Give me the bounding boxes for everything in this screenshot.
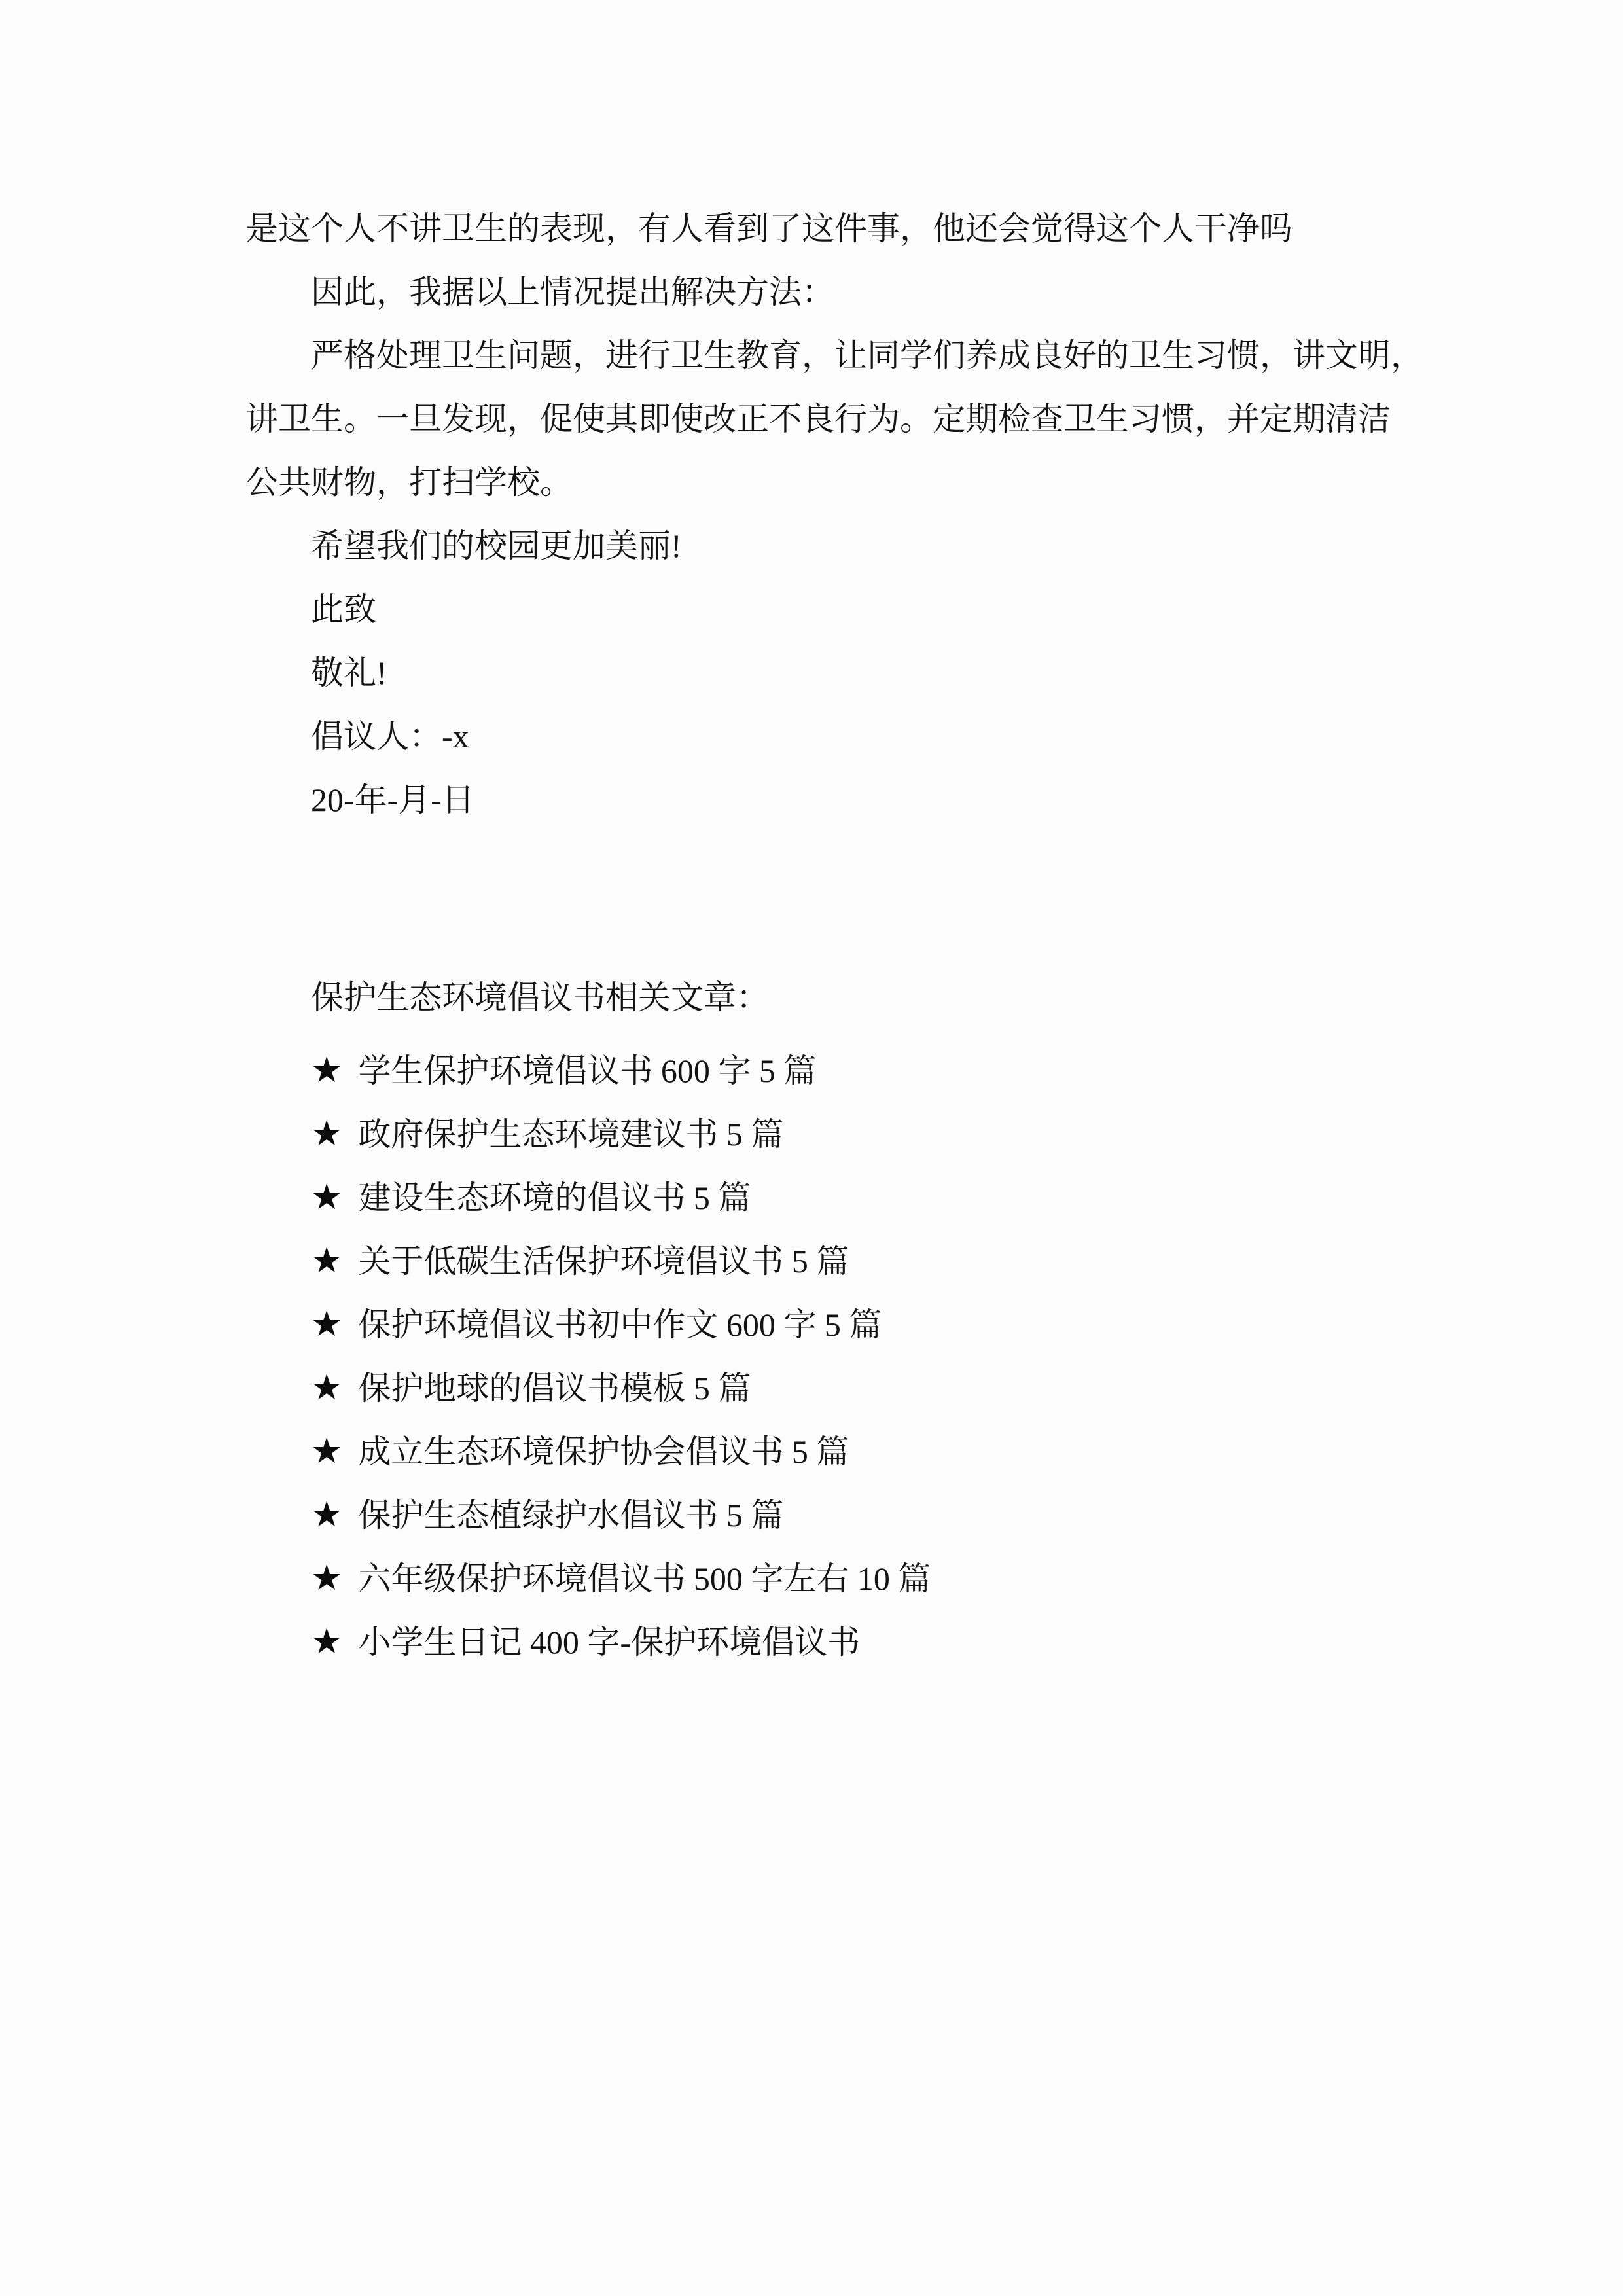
document-text	[245, 197, 1423, 1673]
related-article-item	[311, 1038, 1423, 1102]
related-articles-list	[245, 1038, 1423, 1673]
body-line: 敬礼!	[311, 655, 387, 691]
star-bullet-icon: ★	[311, 1176, 343, 1217]
related-article-title: 保护生态植绿护水倡议书 5 篇	[358, 1497, 784, 1534]
related-article-item	[311, 1482, 1423, 1546]
related-article-title: 成立生态环境保护协会倡议书 5 篇	[358, 1433, 849, 1470]
related-article-title: 学生保护环境倡议书 600 字 5 篇	[358, 1052, 817, 1089]
body-line: 严格处理卫生问题，进行卫生教育，让同学们养成良好的卫生习惯，讲文明，	[311, 337, 1423, 374]
related-article-item	[311, 1355, 1423, 1419]
body-line: 20-年-月-日	[311, 781, 474, 818]
related-article-title: 关于低碳生活保护环境倡议书 5 篇	[358, 1243, 849, 1280]
star-bullet-icon: ★	[311, 1049, 343, 1090]
related-article-title: 保护环境倡议书初中作文 600 字 5 篇	[358, 1306, 882, 1343]
section-gap	[245, 832, 1423, 966]
related-article-title: 保护地球的倡议书模板 5 篇	[358, 1370, 751, 1407]
star-bullet-icon: ★	[311, 1113, 343, 1154]
related-article-item	[311, 1419, 1423, 1482]
star-bullet-icon: ★	[311, 1621, 343, 1662]
star-bullet-icon: ★	[311, 1367, 343, 1408]
related-article-item	[311, 1229, 1423, 1292]
body-line: 是这个人不讲卫生的表现，有人看到了这件事，他还会觉得这个人干净吗	[245, 210, 1293, 247]
body-line: 希望我们的校园更加美丽!	[311, 528, 682, 564]
related-article-item	[311, 1609, 1423, 1673]
body-line: 讲卫生。一旦发现，促使其即使改正不良行为。定期检查卫生习惯，并定期清洁	[245, 401, 1391, 437]
star-bullet-icon: ★	[311, 1557, 343, 1598]
body-paragraphs	[245, 197, 1423, 832]
body-line: 公共财物，打扫学校。	[245, 464, 573, 501]
related-article-title: 政府保护生态环境建议书 5 篇	[358, 1116, 784, 1153]
star-bullet-icon: ★	[311, 1430, 343, 1471]
related-article-title: 六年级保护环境倡议书 500 字左右 10 篇	[358, 1560, 931, 1597]
related-article-item	[311, 1546, 1423, 1609]
related-article-title: 小学生日记 400 字-保护环境倡议书	[358, 1624, 861, 1660]
related-article-item	[311, 1292, 1423, 1355]
body-line: 因此，我据以上情况提出解决方法：	[311, 274, 834, 310]
body-line: 此致	[311, 591, 376, 628]
related-article-item	[311, 1165, 1423, 1229]
star-bullet-icon: ★	[311, 1303, 343, 1344]
related-articles-heading: 保护生态环境倡议书相关文章：	[311, 979, 769, 1016]
related-article-title: 建设生态环境的倡议书 5 篇	[358, 1179, 751, 1216]
body-line: 倡议人：-x	[311, 718, 469, 755]
star-bullet-icon: ★	[311, 1494, 343, 1535]
related-article-item	[311, 1102, 1423, 1165]
star-bullet-icon: ★	[311, 1240, 343, 1281]
